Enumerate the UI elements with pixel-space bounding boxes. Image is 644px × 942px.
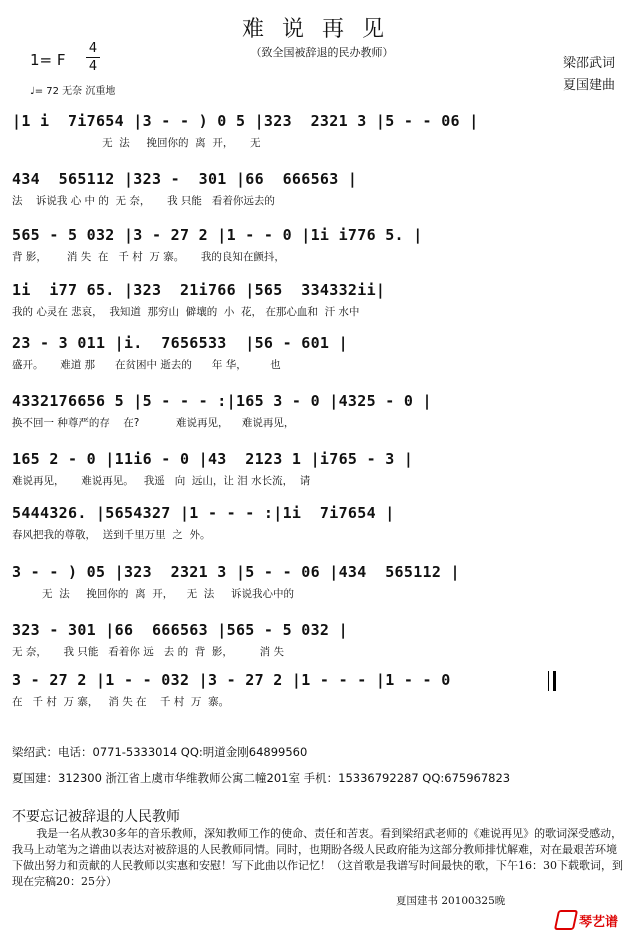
lyrics-line: 法 诉说我 心 中 的 无 奈， 我 只能 看着你远去的 [12, 195, 275, 207]
lyrics-line: 换不回一 种尊严的存 在? 难说再见， 难说再见， [12, 417, 295, 429]
composer-credit: 夏国建曲 [563, 78, 616, 93]
contact-composer: 夏国建：312300 浙江省上虞市华维教师公寓二幢201室 手机：15336792287 QQ:675967823 [12, 771, 511, 785]
meter-top: 4 [88, 41, 98, 56]
notation-line: 323 - 301 |66 666563 |565 - 5 032 | [12, 621, 348, 639]
logo-icon [554, 910, 578, 930]
song-title: 难说再见 [241, 17, 402, 42]
lyrics-line: 背 影， 消 失 在 千 村 万 寨。 我的良知在颤抖， [12, 251, 285, 263]
lyrics-line: 无 奈， 我 只能 看着你 远 去 的 背 影， 消 失 [12, 646, 284, 658]
notation-line: |1 i 7i7654 |3 - - ) 0 5 |323 2321 3 |5 - - 06 | [12, 112, 479, 130]
article-signature: 夏国建书 20100325晚 [396, 895, 506, 907]
lyrics-line: 难说再见， 难说再见。 我遥 向 远山，让 泪 水长流， 请 [12, 475, 311, 487]
lyrics-line: 无 法 挽回你的 离 开， 无 [12, 137, 261, 149]
notation-line: 3 - - ) 05 |323 2321 3 |5 - - 06 |434 565112 | [12, 563, 460, 581]
site-watermark [556, 910, 618, 930]
notation-line: 5444326. |5654327 |1 - - - :|1i 7i7654 | [12, 504, 395, 522]
notation-line: 434 565112 |323 - 301 |66 666563 | [12, 170, 358, 188]
contact-lyricist: 梁绍武：电话：0771-5333014 QQ:明道金刚64899560 [12, 745, 308, 759]
notation-line: 165 2 - 0 |11i6 - 0 |43 2123 1 |i765 - 3 | [12, 450, 414, 468]
article-heading: 不要忘记被辞退的人民教师 [12, 809, 180, 825]
meter-bottom: 4 [88, 59, 98, 74]
notation-line: 4332176656 5 |5 - - - :|165 3 - 0 |4325 - 0 | [12, 392, 432, 410]
notation-line: 565 - 5 032 |3 - 27 2 |1 - - 0 |1i i776 5. | [12, 226, 423, 244]
lyrics-line: 在 千 村 万 寨， 消 失 在 千 村 万 寨。 [12, 696, 230, 708]
lyrics-line: 我的 心灵在 悲哀， 我知道 那穷山 僻壤的 小 花， 在那心血和 汗 水中 [12, 306, 360, 318]
lyrics-line: 盛开。 难道 那 在贫困中 逝去的 年 华， 也 [12, 359, 281, 371]
watermark-text: 琴艺谱 [579, 914, 619, 930]
tempo-marking: ♩= 72 无奈 沉重地 [30, 86, 116, 97]
notation-line: 23 - 3 011 |i. 7656533 |56 - 601 | [12, 334, 348, 352]
article-body: 我是一名从教30多年的音乐教师，深知教师工作的使命、责任和苦衷。看到梁绍武老师的《难说再见》的歌词深受感动，我马上动笔为之谱曲以表达对被辞退的人民教师同情。同时，也期盼各级人民政府能为这部分教师排忧解难，对在最艰苦环境下做出努力和贡献的人民教师以实惠和安慰！写下此曲以作记忆！（这首歌是我谱写时间最快的歌，下午16：30下载歌词，到现在完稿20：25分） [12, 827, 623, 888]
final-barline [548, 671, 556, 691]
lyrics-line: 春风把我的尊敬， 送到千里万里 之 外。 [12, 529, 211, 541]
song-subtitle: （致全国被辞退的民办教师） [250, 46, 394, 59]
notation-line: 3 - 27 2 |1 - - 032 |3 - 27 2 |1 - - - |1 - - 0 [12, 671, 460, 689]
notation-line: 1i i77 65. |323 21i766 |565 334332ii| [12, 281, 386, 299]
lyrics-line: 无 法 挽回你的 离 开， 无 法 诉说我心中的 [12, 588, 294, 600]
lyricist-credit: 梁邵武词 [563, 56, 616, 71]
key-signature: 1= F [30, 51, 66, 69]
time-signature [86, 41, 100, 74]
